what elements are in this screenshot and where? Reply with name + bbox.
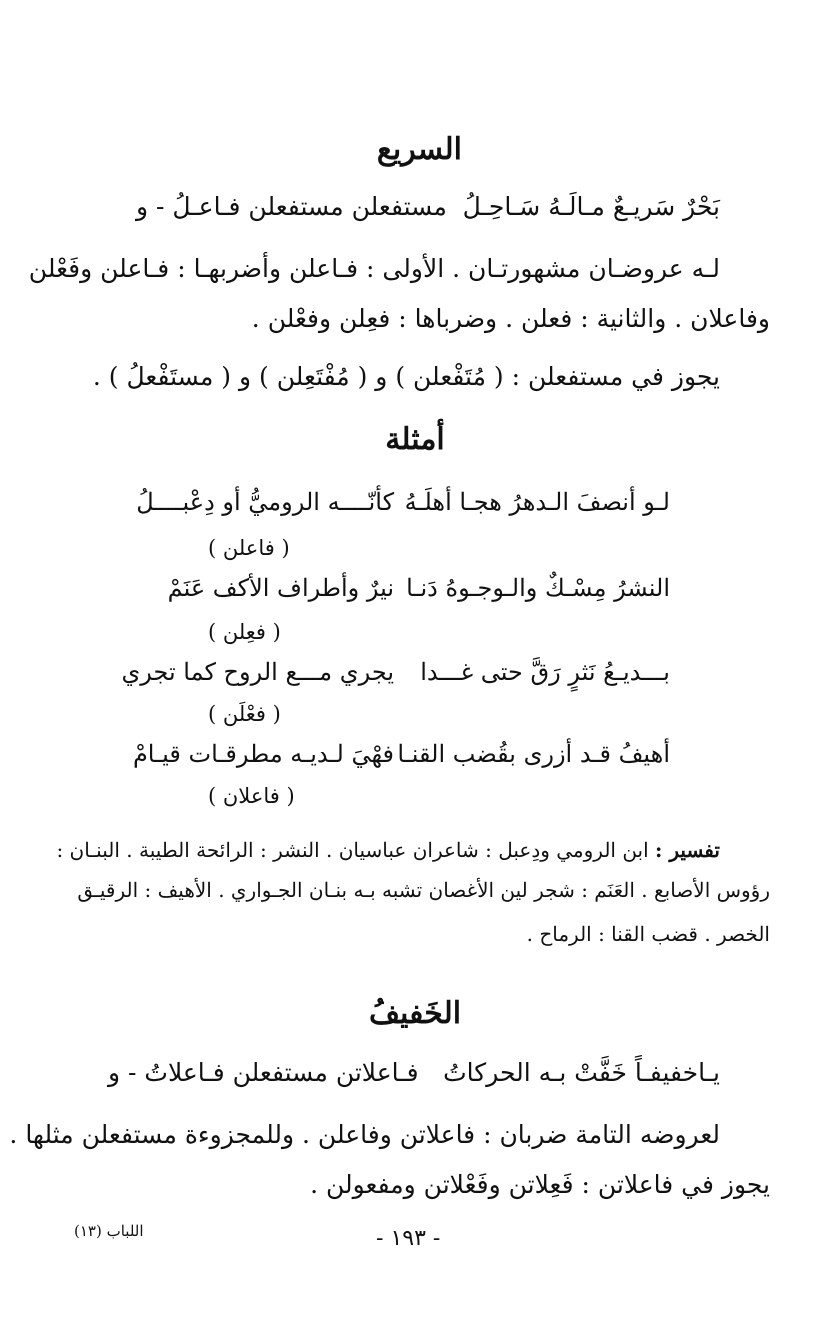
verse-second-hemistich: كأنّــــه الروميُّ أو دِعْبــــلُ: [136, 488, 394, 516]
verse-first-hemistich: بـــديـعُ نَثرٍ رَقَّ حتى غـــدا: [420, 658, 670, 686]
verse-meter-label: ( فعْلَن ): [208, 702, 281, 726]
body-line: يجوز في مستفعلن : ( مُتَفْعلن ) و ( مُفْتَعِلن ) و ( مستَفْعلُ ) .: [92, 362, 720, 391]
verse-meter-label: ( فاعلان ): [208, 784, 295, 808]
section-title-khafeef: الخَفيفُ: [368, 996, 462, 1031]
footer-book-reference: اللباب (١٣): [74, 1222, 144, 1240]
page-number: - ١٩٣ -: [376, 1226, 441, 1251]
verse-second-hemistich: فهْيَ لـديـه مطرقـات قيـامْ: [132, 740, 394, 768]
commentary-line: رؤوس الأصابع . العَنَم : شجر لين الأغصان تشبه بـه بنـان الجـواري . الأهيف : الرقيـق: [77, 878, 770, 902]
meter-pattern-left: يـاخفيفـاً خَفَّتْ بـه الحركاتُ: [443, 1058, 720, 1087]
meter-pattern-right: مستفعلن مستفعلن فـاعـلُ - و: [136, 192, 447, 221]
verse-second-hemistich: يجري مـــع الروح كما تجري: [121, 658, 394, 686]
commentary-line: [56, 838, 720, 862]
verse-second-hemistich: نيرٌ وأطراف الأكف عَنَمْ: [167, 574, 394, 602]
commentary-label: تفسير :: [655, 838, 720, 862]
commentary-line: الخصر . قضب القنا : الرماح .: [526, 922, 770, 946]
section-title-saree: السريع: [376, 132, 462, 167]
body-line: لـه عروضـان مشهورتـان . الأولى : فـاعلن وأضربهـا : فـاعلن وفَعْلن: [28, 254, 720, 283]
commentary-text: ابن الرومي ودِعبل : شاعران عباسيان . النشر : الرائحة الطيبة . البنـان :: [56, 838, 649, 862]
examples-title: أمثلة: [385, 422, 445, 457]
verse-first-hemistich: لـو أنصفَ الـدهرُ هجـا أهلَـهُ: [404, 488, 670, 516]
body-line: يجوز في فاعلاتن : فَعِلاتن وفَعْلاتن ومفعولن .: [310, 1170, 770, 1199]
meter-pattern-right: فـاعلاتن مستفعلن فـاعلاتُ - و: [108, 1058, 419, 1087]
meter-pattern-left: بَحْرٌ سَريـعٌ مـالَـهُ سَـاحِـلُ: [462, 192, 720, 221]
body-line: وفاعلان . والثانية : فعلن . وضرباها : فعِلن وفعْلن .: [251, 304, 770, 333]
verse-first-hemistich: النشرُ مِسْـكٌ والـوجـوهُ دَنـا: [406, 574, 670, 602]
verse-first-hemistich: أهيفُ قـد أزرى بقُضب القنـا: [397, 740, 670, 768]
verse-meter-label: ( فعِلن ): [208, 620, 281, 644]
verse-meter-label: ( فاعلن ): [208, 536, 290, 560]
body-line: لعروضه التامة ضربان : فاعلاتن وفاعلن . وللمجزوءة مستفعلن مثلها .: [9, 1120, 720, 1149]
